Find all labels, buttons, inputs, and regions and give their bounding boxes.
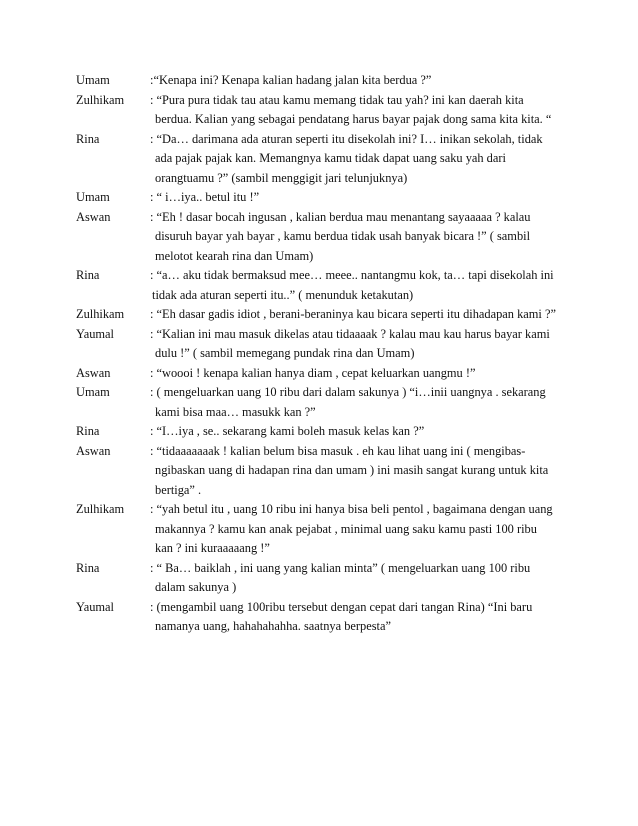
- dialogue-line: orangtuamu ?” (sambil menggigit jari telunjuknya): [155, 170, 408, 185]
- dialogue-line: dulu !” ( sambil memegang pundak rina dan Umam): [155, 346, 415, 360]
- dialogue-entry: [76, 500, 576, 559]
- dialogue-text: [150, 442, 576, 501]
- dialogue-text: [150, 305, 576, 325]
- speaker-name: Aswan: [76, 443, 111, 458]
- dialogue-line: : ( mengeluarkan uang 10 ribu dari dalam sakunya ) “i…inii uangnya . sekarang: [150, 385, 546, 399]
- dialogue-text: [150, 71, 576, 91]
- dialogue-line: : “Eh ! dasar bocah ingusan , kalian berdua mau menantang sayaaaaa ? kalau: [150, 209, 531, 224]
- dialogue-line: : “tidaaaaaaak ! kalian belum bisa masuk . eh kau lihat uang ini ( mengibas-: [150, 443, 526, 458]
- dialogue-entry: [76, 71, 576, 91]
- speaker-name: Umam: [76, 73, 110, 87]
- dialogue-text: [150, 422, 576, 442]
- speaker-name: Zulhikam: [76, 92, 125, 107]
- dialogue-text: [150, 188, 576, 208]
- dialogue-line: : (mengambil uang 100ribu tersebut dengan cepat dari tangan Rina) “Ini baru: [150, 599, 533, 614]
- dialogue-text: [150, 130, 576, 189]
- dialogue-line: : “ Ba… baiklah , ini uang yang kalian minta” ( mengeluarkan uang 100 ribu: [150, 560, 531, 575]
- dialogue-script: [76, 71, 576, 637]
- dialogue-text: [150, 91, 576, 130]
- dialogue-line: melotot kearah rina dan Umam): [155, 248, 314, 263]
- dialogue-line: berdua. Kalian yang sebagai pendatang harus bayar pajak dong sama kita kita. “: [155, 112, 552, 126]
- speaker-name: Rina: [76, 560, 100, 575]
- dialogue-entry: [76, 442, 576, 501]
- speaker-name: Aswan: [76, 209, 111, 224]
- dialogue-text: [150, 383, 576, 422]
- dialogue-text: [150, 266, 576, 305]
- dialogue-line: kan ? ini kuraaaaang !”: [155, 541, 270, 555]
- speaker-name: Rina: [76, 268, 100, 282]
- dialogue-line: : “Pura pura tidak tau atau kamu memang tidak tau yah? ini kan daerah kita: [150, 92, 524, 107]
- dialogue-text: [150, 500, 576, 559]
- dialogue-line: : “ i…iya.. betul itu !”: [150, 190, 260, 204]
- speaker-name: Yaumal: [76, 599, 114, 614]
- dialogue-line: makannya ? kamu kan anak pejabat , minimal uang saku kamu pasti 100 ribu: [155, 521, 537, 536]
- dialogue-entry: [76, 559, 576, 598]
- dialogue-entry: [76, 422, 576, 442]
- dialogue-line: ada pajak pajak kan. Memangnya kamu tidak dapat uang saku yah dari: [155, 151, 506, 165]
- dialogue-entry: [76, 266, 576, 305]
- dialogue-line: bertiga” .: [155, 482, 202, 497]
- dialogue-entry: [76, 188, 576, 208]
- dialogue-entry: [76, 598, 576, 637]
- dialogue-line: : “Kalian ini mau masuk dikelas atau tidaaaak ? kalau mau kau harus bayar kami: [150, 326, 550, 341]
- dialogue-line: :“Kenapa ini? Kenapa kalian hadang jalan kita berdua ?”: [150, 73, 432, 87]
- dialogue-text: [150, 364, 576, 384]
- dialogue-line: : “yah betul itu , uang 10 ribu ini hanya bisa beli pentol , bagaimana dengan uang: [150, 502, 553, 516]
- dialogue-entry: [76, 305, 576, 325]
- dialogue-line: : “Da… darimana ada aturan seperti itu disekolah ini? I… inikan sekolah, tidak: [150, 131, 543, 146]
- dialogue-line: : “a… aku tidak bermaksud mee… meee.. nantangmu kok, ta… tapi disekolah ini: [150, 268, 554, 282]
- dialogue-line: namanya uang, hahahahahha. saatnya berpesta”: [155, 619, 391, 633]
- dialogue-entry: [76, 325, 576, 364]
- dialogue-entry: [76, 130, 576, 189]
- dialogue-line: : “I…iya , se.. sekarang kami boleh masuk kelas kan ?”: [150, 424, 425, 438]
- speaker-name: Umam: [76, 385, 110, 399]
- dialogue-text: [150, 325, 576, 364]
- dialogue-line: : “Eh dasar gadis idiot , berani-beraninya kau bicara seperti itu dihadapan kami ?”: [150, 307, 556, 321]
- speaker-name: Zulhikam: [76, 502, 125, 516]
- dialogue-line: : “woooi ! kenapa kalian hanya diam , cepat keluarkan uangmu !”: [150, 365, 476, 380]
- dialogue-entry: [76, 364, 576, 384]
- speaker-name: Zulhikam: [76, 307, 125, 321]
- dialogue-line: tidak ada aturan seperti itu..” ( menunduk ketakutan): [152, 287, 414, 302]
- dialogue-entry: [76, 383, 576, 422]
- speaker-name: Rina: [76, 131, 100, 146]
- dialogue-line: disuruh bayar yah bayar , kamu berdua tidak usah banyak bicara !” ( sambil: [155, 229, 531, 243]
- dialogue-entry: [76, 208, 576, 267]
- dialogue-text: [150, 208, 576, 267]
- speaker-name: Umam: [76, 190, 110, 204]
- dialogue-line: ngibaskan uang di hadapan rina dan umam ) ini masih sangat kurang untuk kita: [155, 463, 549, 477]
- speaker-name: Aswan: [76, 365, 111, 380]
- speaker-name: Rina: [76, 424, 100, 438]
- dialogue-entry: [76, 91, 576, 130]
- speaker-name: Yaumal: [76, 326, 114, 341]
- dialogue-text: [150, 559, 576, 598]
- dialogue-line: dalam sakunya ): [155, 580, 237, 594]
- dialogue-line: kami bisa maa… masukk kan ?”: [155, 404, 316, 419]
- dialogue-text: [150, 598, 576, 637]
